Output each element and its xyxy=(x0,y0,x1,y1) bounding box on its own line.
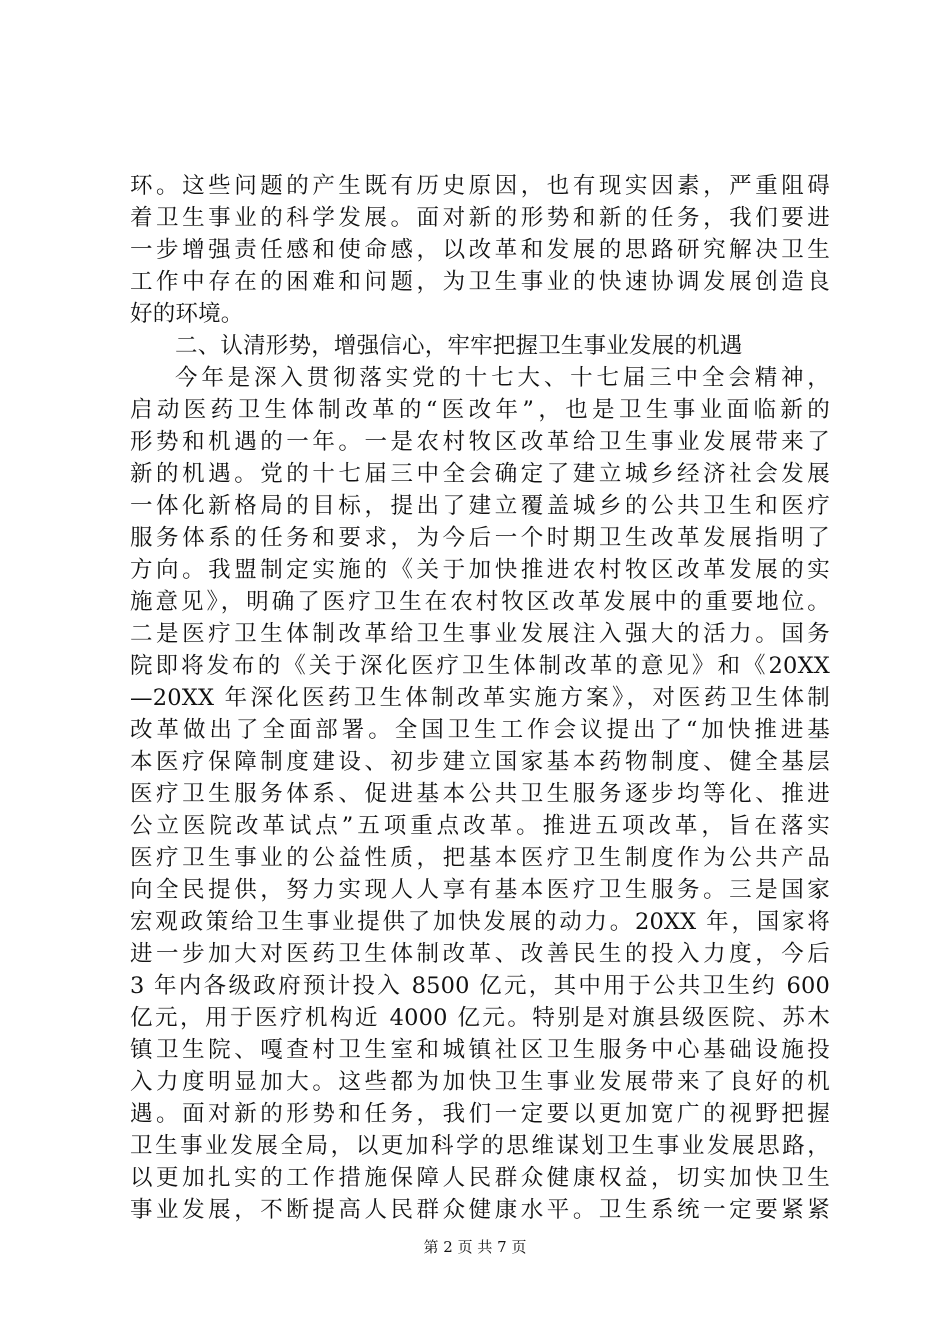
text-line: 宏观政策给卫生事业提供了加快发展的动力。20XX 年，国家将 xyxy=(130,909,830,935)
page-footer: 第 2 页 共 7 页 xyxy=(423,1238,527,1256)
text-line: 镇卫生院、嘎查村卫生室和城镇社区卫生服务中心基础设施投 xyxy=(130,1037,830,1063)
text-line: 改革做出了全面部署。全国卫生工作会议提出了“加快推进基 xyxy=(130,717,830,743)
text-line: 遇。面对新的形势和任务，我们一定要以更加宽广的视野把握 xyxy=(130,1101,830,1127)
text-line: 公立医院改革试点”五项重点改革。推进五项改革，旨在落实 xyxy=(130,813,830,839)
text-line: 本医疗保障制度建设、初步建立国家基本药物制度、健全基层 xyxy=(130,749,830,775)
text-line: 亿元，用于医疗机构近 4000 亿元。特别是对旗县级医院、苏木 xyxy=(130,1005,830,1031)
text-line: 二是医疗卫生体制改革给卫生事业发展注入强大的活力。国务 xyxy=(130,621,830,647)
text-line: 好的环境。 xyxy=(130,301,244,327)
text-line: 院即将发布的《关于深化医疗卫生体制改革的意见》和《20XX xyxy=(130,653,830,679)
text-line: 医疗卫生服务体系、促进基本公共卫生服务逐步均等化、推进 xyxy=(130,781,830,807)
text-line: 医疗卫生事业的公益性质，把基本医疗卫生制度作为公共产品 xyxy=(130,845,830,871)
text-line: —20XX 年深化医药卫生体制改革实施方案》，对医药卫生体制 xyxy=(130,685,830,711)
text-line: 卫生事业发展全局，以更加科学的思维谋划卫生事业发展思路， xyxy=(130,1133,830,1159)
text-line: 向全民提供，努力实现人人享有基本医疗卫生服务。三是国家 xyxy=(130,877,830,903)
paragraph xyxy=(130,330,830,362)
paragraph xyxy=(130,170,830,330)
text-line: 服务体系的任务和要求，为今后一个时期卫生改革发展指明了 xyxy=(130,525,830,551)
text-line: 启动医药卫生体制改革的“医改年”，也是卫生事业面临新的 xyxy=(130,397,830,423)
text-line: 着卫生事业的科学发展。面对新的形势和新的任务，我们要进 xyxy=(130,205,830,231)
text-line: 事业发展，不断提高人民群众健康水平。卫生系统一定要紧紧 xyxy=(130,1197,830,1223)
text-line: 入力度明显加大。这些都为加快卫生事业发展带来了良好的机 xyxy=(130,1069,830,1095)
text-line: 二、认清形势，增强信心，牢牢把握卫生事业发展的机遇 xyxy=(175,333,743,359)
text-line: 形势和机遇的一年。一是农村牧区改革给卫生事业发展带来了 xyxy=(130,429,830,455)
text-line: 进一步加大对医药卫生体制改革、改善民生的投入力度，今后 xyxy=(130,941,830,967)
text-line: 今年是深入贯彻落实党的十七大、十七届三中全会精神， xyxy=(175,365,830,391)
text-line: 以更加扎实的工作措施保障人民群众健康权益，切实加快卫生 xyxy=(130,1165,830,1191)
text-line: 一步增强责任感和使命感，以改革和发展的思路研究解决卫生 xyxy=(130,237,830,263)
text-line: 施意见》，明确了医疗卫生在农村牧区改革发展中的重要地位。 xyxy=(130,589,830,615)
text-line: 新的机遇。党的十七届三中全会确定了建立城乡经济社会发展 xyxy=(130,461,830,487)
text-line: 工作中存在的困难和问题，为卫生事业的快速协调发展创造良 xyxy=(130,269,830,295)
document-body xyxy=(130,170,830,1226)
paragraph xyxy=(130,362,830,1226)
text-line: 方向。我盟制定实施的《关于加快推进农村牧区改革发展的实 xyxy=(130,557,830,583)
text-line: 环。这些问题的产生既有历史原因，也有现实因素，严重阻碍 xyxy=(130,173,830,199)
text-line: 3 年内各级政府预计投入 8500 亿元，其中用于公共卫生约 600 xyxy=(130,973,830,999)
text-line: 一体化新格局的目标，提出了建立覆盖城乡的公共卫生和医疗 xyxy=(130,493,830,519)
